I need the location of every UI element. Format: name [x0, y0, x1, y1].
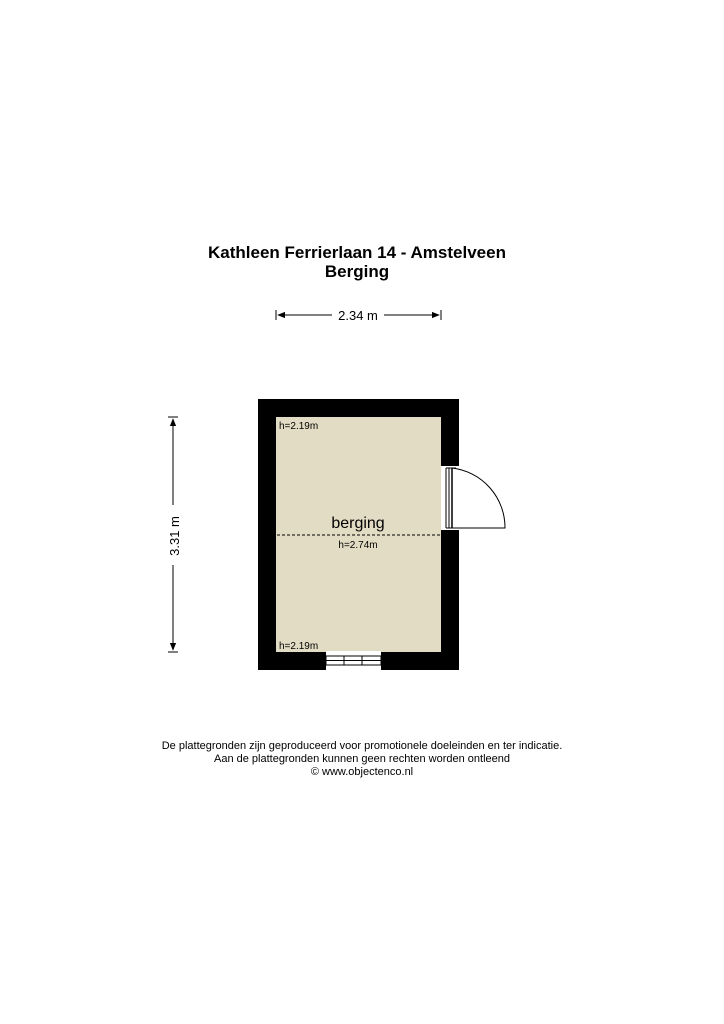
- room-name: berging: [331, 515, 385, 532]
- disclaimer-line-1: De plattegronden zijn geproduceerd voor promotionele doeleinden en ter indicatie.: [161, 740, 563, 752]
- height-label-bottom: h=2.19m: [279, 641, 319, 652]
- width-dimension: [276, 308, 441, 323]
- height-label-top: h=2.19m: [279, 421, 319, 432]
- height-label-center: h=2.74m: [338, 540, 378, 551]
- disclaimer-line-2: Aan de plattegronden kunnen geen rechten worden ontleend: [213, 753, 510, 765]
- floor-name: Berging: [324, 262, 390, 281]
- depth-label: 3.31 m: [167, 516, 182, 556]
- plan-title: Kathleen Ferrierlaan 14 - Amstelveen: [208, 243, 506, 262]
- depth-dimension: [167, 417, 182, 652]
- width-label: 2.34 m: [338, 308, 378, 323]
- door-opening: [441, 466, 460, 530]
- copyright-line: © www.objectenco.nl: [310, 766, 414, 778]
